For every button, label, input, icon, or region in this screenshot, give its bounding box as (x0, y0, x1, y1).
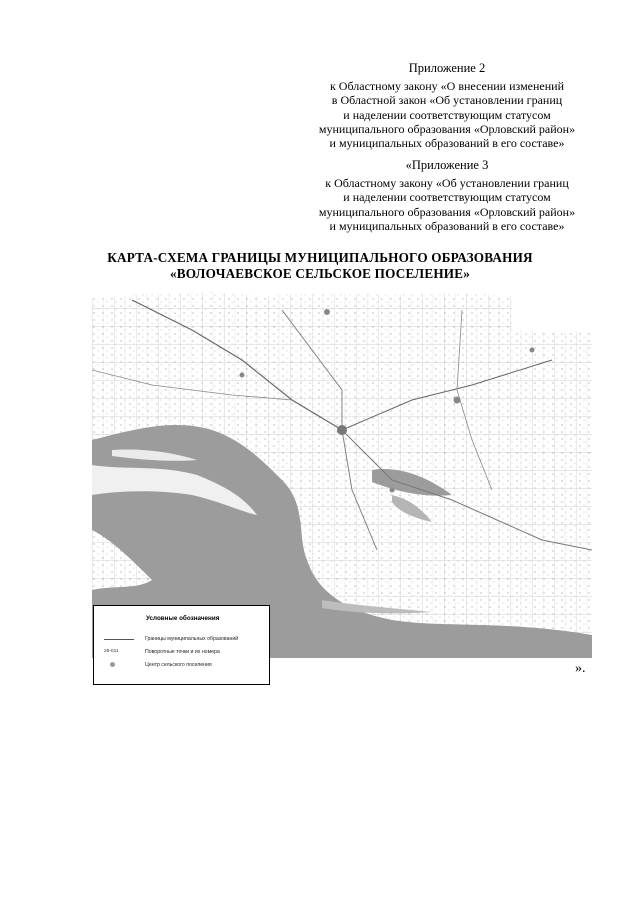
legend-title: Условные обозначения (146, 615, 220, 622)
turning-point-symbol: 25-011 (104, 649, 119, 654)
appendix-2-heading: Приложение 2 (408, 61, 486, 75)
legend-item-label: Поворотные точки и их номера (145, 649, 220, 655)
appendix-2-line: в Областной закон «Об установлении границ (331, 93, 563, 108)
appendix-3-line: и муниципальных образований в его составе» (329, 218, 565, 233)
appendix-3-heading: «Приложение 3 (405, 158, 489, 172)
legend-item-label: Границы муниципальных образований (145, 636, 239, 642)
appendix-3-line: муниципального образования «Орловский район» (318, 204, 576, 219)
map-title (60, 250, 580, 281)
settlement-center-dot-icon (110, 662, 115, 667)
appendix-2-line: и наделении соответствующим статусом (343, 107, 551, 122)
appendix-2-line: и муниципальных образований в его составе» (329, 136, 565, 151)
map-legend (93, 605, 270, 685)
boundary-line-symbol (104, 639, 134, 640)
appendix-2-block (302, 61, 592, 150)
appendix-3-line: и наделении соответствующим статусом (343, 190, 551, 205)
appendix-2-line: муниципального образования «Орловский район» (318, 121, 576, 136)
map-title-line-1: КАРТА-СХЕМА ГРАНИЦЫ МУНИЦИПАЛЬНОГО ОБРАЗОВАНИЯ (107, 250, 533, 265)
appendix-3-line: к Областному закону «Об установлении границ (325, 176, 569, 191)
appendix-3-block (302, 158, 592, 233)
legend-item-label: Центр сельского поселения (145, 662, 212, 668)
map-title-line-2: «ВОЛОЧАЕВСКОЕ СЕЛЬСКОЕ ПОСЕЛЕНИЕ» (169, 265, 471, 281)
closing-quote-mark: ». (575, 661, 586, 676)
appendix-2-line: к Областному закону «О внесении изменений (329, 79, 565, 94)
